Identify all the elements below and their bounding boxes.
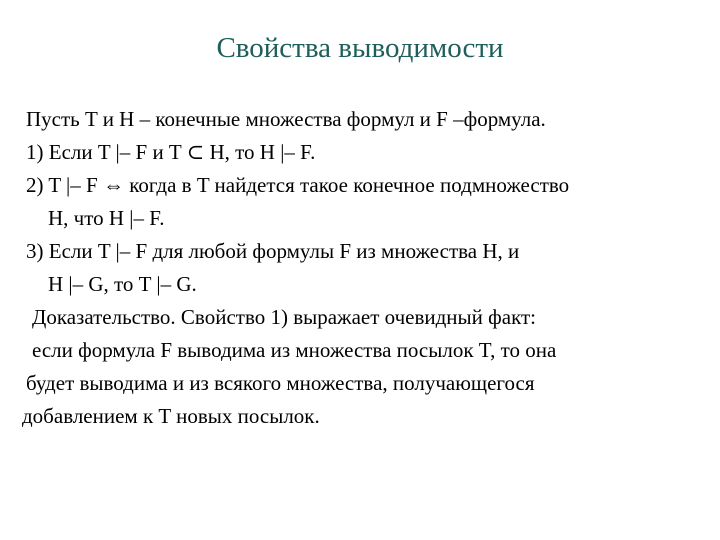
text-line-property-2: 2) T |– F ⇔ когда в T найдется такое конечное подмножество xyxy=(26,173,570,197)
text-line-property-1: 1) Если T |– F и T ⊂ H, то H |– F. xyxy=(26,140,316,164)
text-line-property-3-cont: H |– G, то T |– G. xyxy=(48,272,197,296)
text-line-intro: Пусть T и H – конечные множества формул и F –формула. xyxy=(26,107,546,131)
text-line-proof-2: будет выводима и из всякого множества, получающегося xyxy=(26,371,535,395)
text-line-proof-heading: Доказательство. Свойство 1) выражает очевидный факт: xyxy=(32,305,537,329)
text-line-proof-1: если формула F выводима из множества посылок T, то она xyxy=(32,338,557,362)
text-line-property-3: 3) Если T |– F для любой формулы F из множества H, и xyxy=(26,239,520,263)
text-line-property-2-cont: H, что H |– F. xyxy=(48,206,165,230)
slide-title: Свойства выводимости xyxy=(216,32,504,64)
text-line-proof-3: добавлением к T новых посылок. xyxy=(22,404,320,428)
